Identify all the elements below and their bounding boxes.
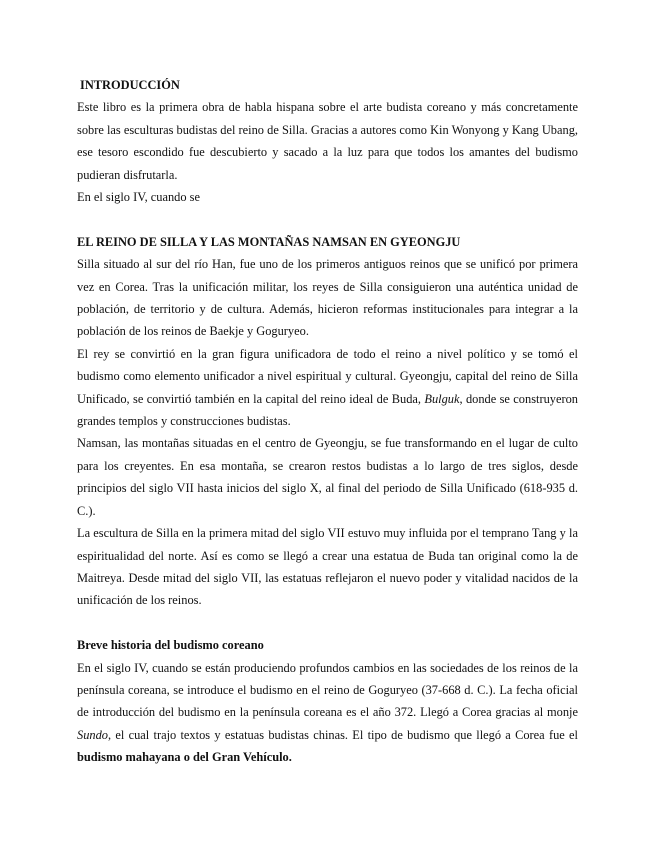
silla-heading: EL REINO DE SILLA Y LAS MONTAÑAS NAMSAN EN GYEONGJU <box>77 234 461 249</box>
silla-paragraph-2 <box>77 343 578 433</box>
document-page <box>77 74 578 769</box>
intro-heading: INTRODUCCIÓN <box>80 78 180 92</box>
silla-paragraph-3: Namsan, las montañas situadas en el centro de Gyeongju, se fue transformando en el lugar de culto para los creyentes. En esa montaña, se crearon restos budistas a lo largo de tres siglos, desde principios del siglo VII hasta inicios del siglo X, al final del periodo de Silla Unificado (618-935 d. C.). <box>77 436 578 518</box>
intro-paragraph-2: En el siglo IV, cuando se <box>77 190 200 205</box>
silla-paragraph-1: Silla situado al sur del río Han, fue uno de los primeros antiguos reinos que se unificó por primera vez en Corea. Tras la unificación militar, los reyes de Silla consiguieron una auténtica unidad de población, de territorio y de cultura. Además, hicieron reformas institucionales para integrar a la población de los reinos de Baekje y Goguryeo. <box>77 257 578 339</box>
bulguk-italic: Bulguk <box>424 391 460 406</box>
silla-p2-text-b: , donde se construyeron grandes templos y construcciones budistas. <box>77 391 578 429</box>
history-paragraph-1 <box>77 657 578 769</box>
intro-paragraph-1: Este libro es la primera obra de habla hispana sobre el arte budista coreano y más concretamente sobre las esculturas budistas del reino de Silla. Gracias a autores como Kin Wonyong y Kang Ubang, ese tesoro escondido fue descubierto y sacado a la luz para que todos los amantes del budismo pudieran disfrutarla. <box>77 100 578 182</box>
history-p1-text-a: En el siglo IV, cuando se están produciendo profundos cambios en las sociedades de los reinos de la península coreana, se introduce el budismo en el reino de Goguryeo (37-668 d. C.). La fecha oficial de introducción del budismo en la península coreana es el año 372. Llegó a Corea gracias al monje <box>77 660 578 720</box>
sundo-italic: Sundo <box>77 727 108 742</box>
history-heading: Breve historia del budismo coreano <box>77 638 264 653</box>
history-p1-text-b: , el cual trajo textos y estatuas budistas chinas. El tipo de budismo que llegó a Corea fue el <box>107 727 578 742</box>
silla-p2-text-a: El rey se convirtió en la gran figura unificadora de todo el reino a nivel político y se tomó el budismo como elemento unificador a nivel espiritual y cultural. Gyeongju, capital del reino de Silla Unificado, se convirtió también en la capital del reino ideal de Buda, <box>77 346 578 406</box>
silla-paragraph-4: La escultura de Silla en la primera mitad del siglo VII estuvo muy influida por el temprano Tang y la espiritualidad del norte. Así es como se llegó a crear una estatua de Buda tan original como la de Maitreya. Desde mitad del siglo VII, las estatuas reflejaron el nuevo poder y vitalidad nacidos de la unificación de los reinos. <box>77 526 578 608</box>
mahayana-bold: budismo mahayana o del Gran Vehículo. <box>77 750 292 765</box>
